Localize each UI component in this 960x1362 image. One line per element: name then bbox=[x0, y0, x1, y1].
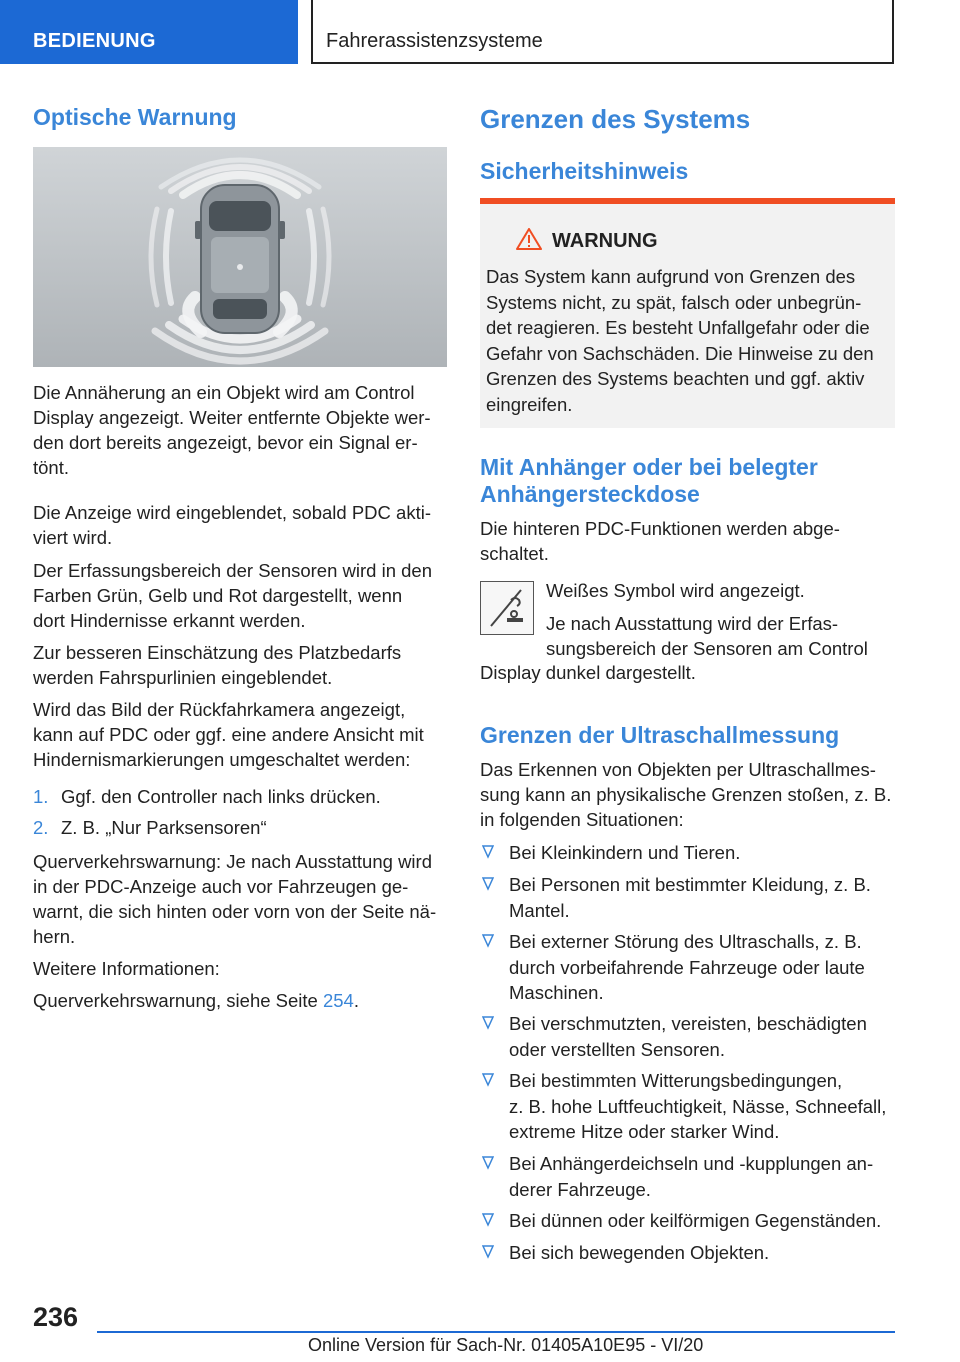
section-label: BEDIENUNG bbox=[33, 30, 156, 52]
para-quer-l3: warnt, die sich hinten oder vorn von der Seite nä- bbox=[33, 901, 437, 922]
para-ultraschall-l3: in folgenden Situationen: bbox=[480, 809, 684, 830]
para-weitere: Weitere Informationen: bbox=[33, 958, 220, 979]
chapter-title: Fahrerassistenzsysteme bbox=[326, 30, 543, 52]
para-erfassung-l3: dort Hindernisse erkannt werden. bbox=[33, 610, 306, 631]
warning-box bbox=[480, 198, 895, 428]
bullet-line: Bei externer Störung des Ultraschalls, z. B. bbox=[509, 931, 862, 952]
bullet-triangle-icon bbox=[482, 1073, 494, 1087]
bullet-line: Bei sich bewegenden Objekten. bbox=[509, 1242, 770, 1263]
para-erfassung-l2: Farben Grün, Gelb und Rot dargestellt, wenn bbox=[33, 585, 403, 606]
bullet-line: Bei dünnen oder keilförmigen Gegenständen. bbox=[509, 1210, 882, 1231]
para-ultraschall-l2: sung kann an physikalische Grenzen stoßen, z. B. bbox=[480, 784, 892, 805]
bullet-line: extreme Hitze oder starker Wind. bbox=[509, 1121, 780, 1142]
ref-text: Querverkehrswarnung, siehe Seite bbox=[33, 990, 323, 1011]
para-quer-l2: in der PDC-Anzeige auch vor Fahrzeugen ge- bbox=[33, 876, 409, 897]
bullet-triangle-icon bbox=[482, 1156, 494, 1170]
warning-text bbox=[486, 264, 886, 417]
warning-line: Das System kann aufgrund von Grenzen des bbox=[486, 266, 856, 287]
warning-line: Grenzen des Systems beachten und ggf. aktiv bbox=[486, 368, 865, 389]
para-annaeherung-l1: Die Annäherung an ein Objekt wird am Control bbox=[33, 382, 415, 403]
heading-optische-warnung: Optische Warnung bbox=[33, 104, 237, 130]
para-dunkel-l2: sungsbereich der Sensoren am Control bbox=[546, 638, 868, 659]
warning-line: eingreifen. bbox=[486, 393, 573, 415]
para-annaeherung-l3: den dort bereits angezeigt, bevor ein Signal er- bbox=[33, 432, 418, 453]
para-ultraschall-l1: Das Erkennen von Objekten per Ultraschallmes- bbox=[480, 759, 876, 780]
bullet-line: Maschinen. bbox=[509, 982, 604, 1003]
warning-line: det reagieren. Es besteht Unfallgefahr oder die bbox=[486, 317, 870, 338]
para-dunkel-l3: Display dunkel dargestellt. bbox=[480, 662, 696, 683]
section-tab bbox=[0, 0, 298, 64]
para-platz-l1: Zur besseren Einschätzung des Platzbedarfs bbox=[33, 642, 402, 663]
ref-suffix: . bbox=[353, 990, 359, 1011]
heading-anhaenger-l1: Mit Anhänger oder bei belegter bbox=[480, 454, 818, 480]
warning-triangle-icon bbox=[516, 228, 542, 255]
heading-sicherheitshinweis: Sicherheitshinweis bbox=[480, 158, 689, 184]
para-annaeherung-l2: Display angezeigt. Weiter entfernte Objekte wer- bbox=[33, 407, 431, 428]
para-pdc-aus-l1: Die hinteren PDC-Funktionen werden abge- bbox=[480, 518, 840, 539]
para-annaeherung-l4: tönt. bbox=[33, 457, 69, 478]
step-number: 2. bbox=[33, 817, 49, 838]
para-pdc-aus-l2: schaltet. bbox=[480, 543, 549, 564]
page-number: 236 bbox=[33, 1302, 79, 1332]
para-kamera-l2: kann auf PDC oder ggf. eine andere Ansicht mit bbox=[33, 724, 424, 745]
para-quer-l4: hern. bbox=[33, 926, 76, 947]
warning-title: WARNUNG bbox=[552, 230, 658, 252]
para-dunkel-l1: Je nach Ausstattung wird der Erfas- bbox=[546, 613, 839, 634]
bullet-line: Bei verschmutzten, vereisten, beschädigten bbox=[509, 1013, 867, 1034]
step-number: 1. bbox=[33, 786, 49, 807]
page-header bbox=[0, 0, 960, 66]
para-kamera-l3: Hindernismarkierungen umgeschaltet werden: bbox=[33, 749, 411, 770]
heading-anhaenger-l2: Anhängersteckdose bbox=[480, 481, 700, 507]
list-item bbox=[33, 786, 447, 817]
para-anzeige-l1: Die Anzeige wird eingeblendet, sobald PDC akti- bbox=[33, 502, 431, 523]
bullet-line: Bei bestimmten Witterungsbedingungen, bbox=[509, 1070, 843, 1091]
para-erfassung-l1: Der Erfassungsbereich der Sensoren wird in den bbox=[33, 560, 432, 581]
para-symbol: Weißes Symbol wird angezeigt. bbox=[546, 580, 805, 601]
bullet-triangle-icon bbox=[482, 1245, 494, 1259]
bullet-line: Bei Kleinkindern und Tieren. bbox=[509, 842, 741, 863]
heading-grenzen-des-systems: Grenzen des Systems bbox=[480, 104, 751, 134]
bullet-triangle-icon bbox=[482, 1213, 494, 1227]
bullet-line: z. B. hohe Luftfeuchtigkeit, Nässe, Schneefall, bbox=[509, 1095, 887, 1117]
para-anzeige-l2: viert wird. bbox=[33, 527, 113, 548]
step-text: Ggf. den Controller nach links drücken. bbox=[61, 786, 381, 807]
para-quer-l1: Querverkehrswarnung: Je nach Ausstattung wird bbox=[33, 851, 432, 872]
list-item bbox=[33, 817, 447, 848]
bullet-triangle-icon bbox=[482, 934, 494, 948]
bullet-line: oder verstellten Sensoren. bbox=[509, 1038, 725, 1060]
para-platz-l2: werden Fahrspurlinien eingeblendet. bbox=[33, 667, 333, 688]
bullet-line: Bei Anhängerdeichseln und -kupplungen an- bbox=[509, 1153, 874, 1174]
bullet-triangle-icon bbox=[482, 877, 494, 891]
footer-note: Online Version für Sach-Nr. 01405A10E95 - VI/20 bbox=[308, 1335, 704, 1355]
step-text: Z. B. „Nur Parksensoren“ bbox=[61, 817, 267, 838]
bullet-triangle-icon bbox=[482, 1016, 494, 1030]
warning-line: Gefahr von Sachschäden. Die Hinweise zu den bbox=[486, 342, 874, 364]
warning-line: Systems nicht, zu spät, falsch oder unbegrün- bbox=[486, 291, 862, 313]
para-verweis bbox=[33, 988, 359, 1014]
bullet-line: durch vorbeifahrende Fahrzeuge oder laute bbox=[509, 956, 865, 978]
bullet-line: derer Fahrzeuge. bbox=[509, 1178, 651, 1200]
car-pdc-top-view-icon bbox=[33, 147, 447, 367]
bullet-line: Bei Personen mit bestimmter Kleidung, z. B. bbox=[509, 874, 871, 895]
para-kamera-l1: Wird das Bild der Rückfahrkamera angezeigt, bbox=[33, 699, 406, 720]
bullet-line: Mantel. bbox=[509, 899, 570, 921]
trailer-hitch-icon bbox=[480, 581, 534, 635]
page-link-254[interactable]: 254 bbox=[322, 990, 354, 1011]
heading-ultraschall: Grenzen der Ultraschallmessung bbox=[480, 722, 840, 748]
steps-list bbox=[33, 786, 447, 848]
footer-rule bbox=[97, 1331, 895, 1333]
bullet-triangle-icon bbox=[482, 845, 494, 859]
